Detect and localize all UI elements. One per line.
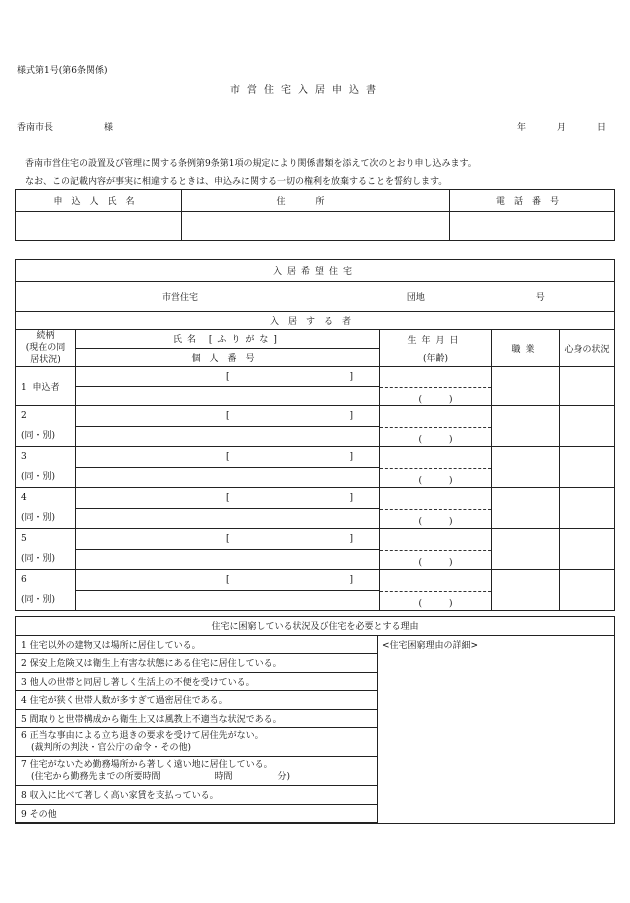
health-field-6[interactable] [560,570,615,611]
mynumber-field-5[interactable] [76,550,380,570]
phone-header: 電話番号 [450,190,615,212]
address-field[interactable] [182,212,450,241]
birth-field-6[interactable]: ( ) [380,570,492,611]
reason-item-4[interactable]: 4 住宅が狭く世帯人数が多すぎて過密居住である。 [16,691,378,710]
date-month: 月 [557,123,567,133]
mynumber-field-3[interactable] [76,468,380,488]
birth-field-5[interactable]: ( ) [380,529,492,570]
birth-field-4[interactable]: ( ) [380,488,492,529]
health-field-5[interactable] [560,529,615,570]
reason-detail-field[interactable] [378,635,615,824]
furigana-field-6[interactable]: [ ] [76,570,380,591]
mynumber-header: 個人番号 [76,348,380,367]
relation-cell-4[interactable]: 4 (同・別) [16,488,76,529]
reason-item-6[interactable]: 6 正当な事由による立ち退きの要求を受けて居住先がない。 (裁判所の判決・官公庁の命令・その他) [16,728,378,757]
age-header: (年齢) [380,348,492,367]
health-field-4[interactable] [560,488,615,529]
reason-item-9[interactable]: 9 その他 [16,804,378,823]
name-header: 氏名 [ふりがな] [76,330,380,349]
relation-header: 続柄 (現在の同 居状況) [16,330,76,367]
residents-header: 入居する者 [16,312,615,330]
reason-item-3[interactable]: 3 他人の世帯と同居し著しく生活上の不便を受けている。 [16,672,378,691]
job-field-6[interactable] [492,570,560,611]
resident-table [15,259,615,611]
health-field-3[interactable] [560,447,615,488]
relation-cell-5[interactable]: 5 (同・別) [16,529,76,570]
job-field-5[interactable] [492,529,560,570]
furigana-field-3[interactable]: [ ] [76,447,380,468]
furigana-field-1[interactable]: [ ] [76,367,380,387]
health-header: 心身の状況 [560,330,615,367]
addressee: 香南市長 [17,123,54,133]
applicant-name-header: 申込人氏名 [16,190,182,212]
relation-cell-6[interactable]: 6 (同・別) [16,570,76,611]
birth-field-1[interactable]: ( ) [380,367,492,406]
form-number: 様式第1号(第6条関係) [17,66,108,76]
form-title: 市営住宅入居申込書 [230,85,383,96]
reason-item-2[interactable]: 2 保安上危険又は衛生上有害な状態にある住宅に居住している。 [16,654,378,673]
intro-paragraph: 香南市営住宅の設置及び管理に関する条例第9条第1項の規定により関係書類を添えて次のとおり申し込みます。 [25,159,477,169]
job-field-4[interactable] [492,488,560,529]
birth-field-3[interactable]: ( ) [380,447,492,488]
reason-detail-label: <住宅困窮理由の詳細> [382,640,479,651]
birth-header: 生年月日 [380,330,492,349]
danchi-label: 団地 [406,293,425,303]
health-field-1[interactable] [560,367,615,406]
birth-field-2[interactable]: ( ) [380,406,492,447]
furigana-field-4[interactable]: [ ] [76,488,380,509]
applicant-name-field[interactable] [16,212,182,241]
mynumber-field-1[interactable] [76,387,380,406]
job-field-3[interactable] [492,447,560,488]
city-housing-label: 市営住宅 [162,293,199,303]
job-field-2[interactable] [492,406,560,447]
relation-cell-2[interactable]: 2 (同・別) [16,406,76,447]
furigana-field-5[interactable]: [ ] [76,529,380,550]
address-header: 住所 [182,190,450,212]
furigana-field-2[interactable]: [ ] [76,406,380,427]
oath-paragraph: なお、この記載内容が事実に相違するときは、申込みに関する一切の権利を放棄することを誓約します。 [25,177,448,187]
reason-item-7[interactable]: 7 住宅がないため勤務場所から著しく遠い地に居住している。 (住宅から勤務先までの所要時間 時間 分) [16,757,378,786]
reasons-header: 住宅に困窮している状況及び住宅を必要とする理由 [16,617,615,636]
job-field-1[interactable] [492,367,560,406]
relation-cell-1[interactable]: 1 申込者 [16,367,76,406]
date-year: 年 [517,123,527,133]
reason-item-8[interactable]: 8 収入に比べて著しく高い家賃を支払っている。 [16,786,378,805]
mynumber-field-6[interactable] [76,591,380,611]
date-day: 日 [597,123,607,133]
phone-field[interactable] [450,212,615,241]
mynumber-field-4[interactable] [76,509,380,529]
relation-cell-3[interactable]: 3 (同・別) [16,447,76,488]
mynumber-field-2[interactable] [76,427,380,447]
job-header: 職業 [492,330,560,367]
reason-item-1[interactable]: 1 住宅以外の建物又は場所に居住している。 [16,635,378,654]
applicant-table [15,189,615,241]
housing-header: 入居希望住宅 [16,260,615,282]
reasons-table [15,616,615,824]
reason-item-5[interactable]: 5 間取りと世帯構成から衛生上又は風教上不適当な状況である。 [16,709,378,728]
go-label: 号 [535,293,545,303]
health-field-2[interactable] [560,406,615,447]
honorific: 様 [104,123,114,133]
housing-row[interactable] [16,282,615,312]
